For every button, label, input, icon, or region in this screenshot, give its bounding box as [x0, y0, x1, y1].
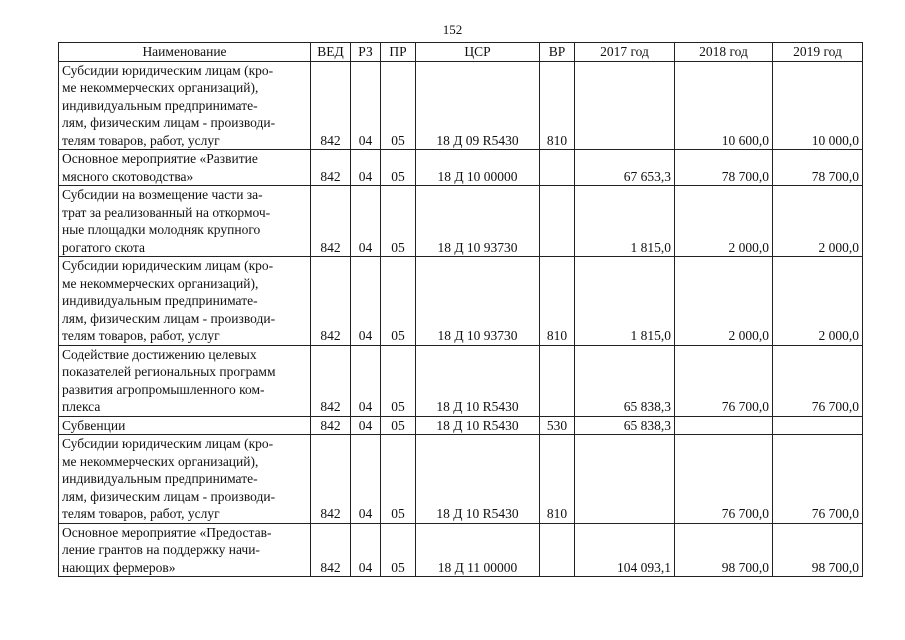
cell-2018 — [675, 416, 773, 435]
cell-rz: 04 — [351, 257, 381, 346]
table-row — [59, 186, 863, 257]
cell-vr: 810 — [540, 61, 575, 150]
cell-2019: 76 700,0 — [773, 345, 863, 416]
budget-table — [58, 42, 863, 577]
cell-name — [59, 186, 311, 257]
name-line: ные площадки молодняк крупного — [62, 222, 261, 237]
header-pr: ПР — [381, 43, 416, 62]
name-line: Субвенции — [62, 417, 126, 433]
name-line: лям, физическим лицам - производи- — [62, 310, 276, 326]
cell-2017 — [575, 61, 675, 150]
name-line: ме некоммерческих организаций), — [62, 453, 259, 469]
name-line: Субсидии на возмещение части за- — [62, 187, 263, 202]
cell-name — [59, 257, 311, 346]
cell-ved: 842 — [311, 150, 351, 186]
cell-rz: 04 — [351, 150, 381, 186]
cell-pr: 05 — [381, 150, 416, 186]
cell-vr: 810 — [540, 435, 575, 524]
header-name: Наименование — [59, 43, 311, 62]
header-2017: 2017 год — [575, 43, 675, 62]
cell-vr — [540, 150, 575, 186]
cell-ved: 842 — [311, 435, 351, 524]
table-row — [59, 416, 863, 435]
cell-pr: 05 — [381, 435, 416, 524]
name-line: Основное мероприятие «Предостав- — [62, 524, 272, 540]
cell-csr: 18 Д 10 R5430 — [416, 416, 540, 435]
cell-vr — [540, 186, 575, 257]
cell-name — [59, 345, 311, 416]
table-row — [59, 257, 863, 346]
cell-2018: 76 700,0 — [675, 345, 773, 416]
cell-2018: 76 700,0 — [675, 435, 773, 524]
cell-2017: 104 093,1 — [575, 523, 675, 577]
cell-vr: 530 — [540, 416, 575, 435]
cell-name — [59, 435, 311, 524]
page-number: 152 — [442, 22, 463, 37]
name-line: трат за реализованный на откормоч- — [62, 204, 271, 220]
name-line: показателей региональных программ — [62, 364, 276, 379]
cell-pr: 05 — [381, 345, 416, 416]
cell-2019: 98 700,0 — [773, 523, 863, 577]
cell-rz: 04 — [351, 61, 381, 150]
header-row — [59, 43, 863, 62]
name-line: мясного скотоводства» — [62, 168, 194, 184]
name-line: телям товаров, работ, услуг — [62, 328, 220, 343]
cell-2019: 78 700,0 — [773, 150, 863, 186]
cell-2017: 67 653,3 — [575, 150, 675, 186]
cell-ved: 842 — [311, 416, 351, 435]
name-line: Основное мероприятие «Развитие — [62, 151, 258, 166]
cell-2017: 65 838,3 — [575, 416, 675, 435]
cell-2019: 2 000,0 — [773, 186, 863, 257]
cell-csr: 18 Д 10 93730 — [416, 257, 540, 346]
name-line: нающих фермеров» — [62, 559, 176, 575]
cell-2017: 65 838,3 — [575, 345, 675, 416]
name-line: телям товаров, работ, услуг — [62, 132, 220, 148]
header-vr: ВР — [540, 43, 575, 62]
cell-2019: 76 700,0 — [773, 435, 863, 524]
cell-2019 — [773, 416, 863, 435]
cell-csr: 18 Д 10 R5430 — [416, 345, 540, 416]
name-line: ме некоммерческих организаций), — [62, 275, 259, 291]
cell-ved: 842 — [311, 345, 351, 416]
table-row — [59, 150, 863, 186]
cell-name — [59, 61, 311, 150]
name-line: лям, физическим лицам - производи- — [62, 115, 276, 130]
cell-2019: 2 000,0 — [773, 257, 863, 346]
name-line: ме некоммерческих организаций), — [62, 80, 259, 95]
header-2018: 2018 год — [675, 43, 773, 62]
cell-2019: 10 000,0 — [773, 61, 863, 150]
cell-2018: 98 700,0 — [675, 523, 773, 577]
cell-ved: 842 — [311, 61, 351, 150]
header-ved: ВЕД — [311, 43, 351, 62]
name-line: индивидуальным предпринимате- — [62, 471, 258, 486]
cell-name — [59, 150, 311, 186]
name-line: рогатого скота — [62, 239, 145, 255]
cell-ved: 842 — [311, 257, 351, 346]
table-row — [59, 345, 863, 416]
cell-rz: 04 — [351, 416, 381, 435]
cell-2017 — [575, 435, 675, 524]
cell-2018: 78 700,0 — [675, 150, 773, 186]
cell-2017: 1 815,0 — [575, 257, 675, 346]
cell-2018: 10 600,0 — [675, 61, 773, 150]
name-line: лям, физическим лицам - производи- — [62, 488, 276, 504]
cell-ved: 842 — [311, 186, 351, 257]
cell-vr: 810 — [540, 257, 575, 346]
name-line: развития агропромышленного ком- — [62, 381, 265, 397]
header-rz: РЗ — [351, 43, 381, 62]
cell-2018: 2 000,0 — [675, 186, 773, 257]
name-line: Субсидии юридическим лицам (кро- — [62, 258, 274, 273]
table-row — [59, 61, 863, 150]
cell-pr: 05 — [381, 523, 416, 577]
cell-2018: 2 000,0 — [675, 257, 773, 346]
cell-rz: 04 — [351, 345, 381, 416]
cell-pr: 05 — [381, 257, 416, 346]
name-line: плекса — [62, 399, 101, 414]
table-row — [59, 523, 863, 577]
name-line: ление грантов на поддержку начи- — [62, 542, 260, 557]
cell-csr: 18 Д 10 00000 — [416, 150, 540, 186]
name-line: индивидуальным предпринимате- — [62, 97, 258, 113]
table-body — [59, 61, 863, 577]
table-row — [59, 435, 863, 524]
cell-csr: 18 Д 09 R5430 — [416, 61, 540, 150]
name-line: Содействие достижению целевых — [62, 346, 257, 362]
cell-vr — [540, 345, 575, 416]
name-line: Субсидии юридическим лицам (кро- — [62, 436, 274, 451]
cell-2017: 1 815,0 — [575, 186, 675, 257]
cell-csr: 18 Д 10 93730 — [416, 186, 540, 257]
cell-csr: 18 Д 10 R5430 — [416, 435, 540, 524]
cell-vr — [540, 523, 575, 577]
cell-pr: 05 — [381, 61, 416, 150]
cell-name — [59, 416, 311, 435]
cell-rz: 04 — [351, 523, 381, 577]
header-2019: 2019 год — [773, 43, 863, 62]
cell-rz: 04 — [351, 186, 381, 257]
cell-rz: 04 — [351, 435, 381, 524]
name-line: Субсидии юридическим лицам (кро- — [62, 62, 274, 78]
cell-pr: 05 — [381, 416, 416, 435]
name-line: телям товаров, работ, услуг — [62, 506, 220, 521]
cell-name — [59, 523, 311, 577]
cell-csr: 18 Д 11 00000 — [416, 523, 540, 577]
name-line: индивидуальным предпринимате- — [62, 293, 258, 308]
cell-ved: 842 — [311, 523, 351, 577]
cell-pr: 05 — [381, 186, 416, 257]
header-csr: ЦСР — [416, 43, 540, 62]
